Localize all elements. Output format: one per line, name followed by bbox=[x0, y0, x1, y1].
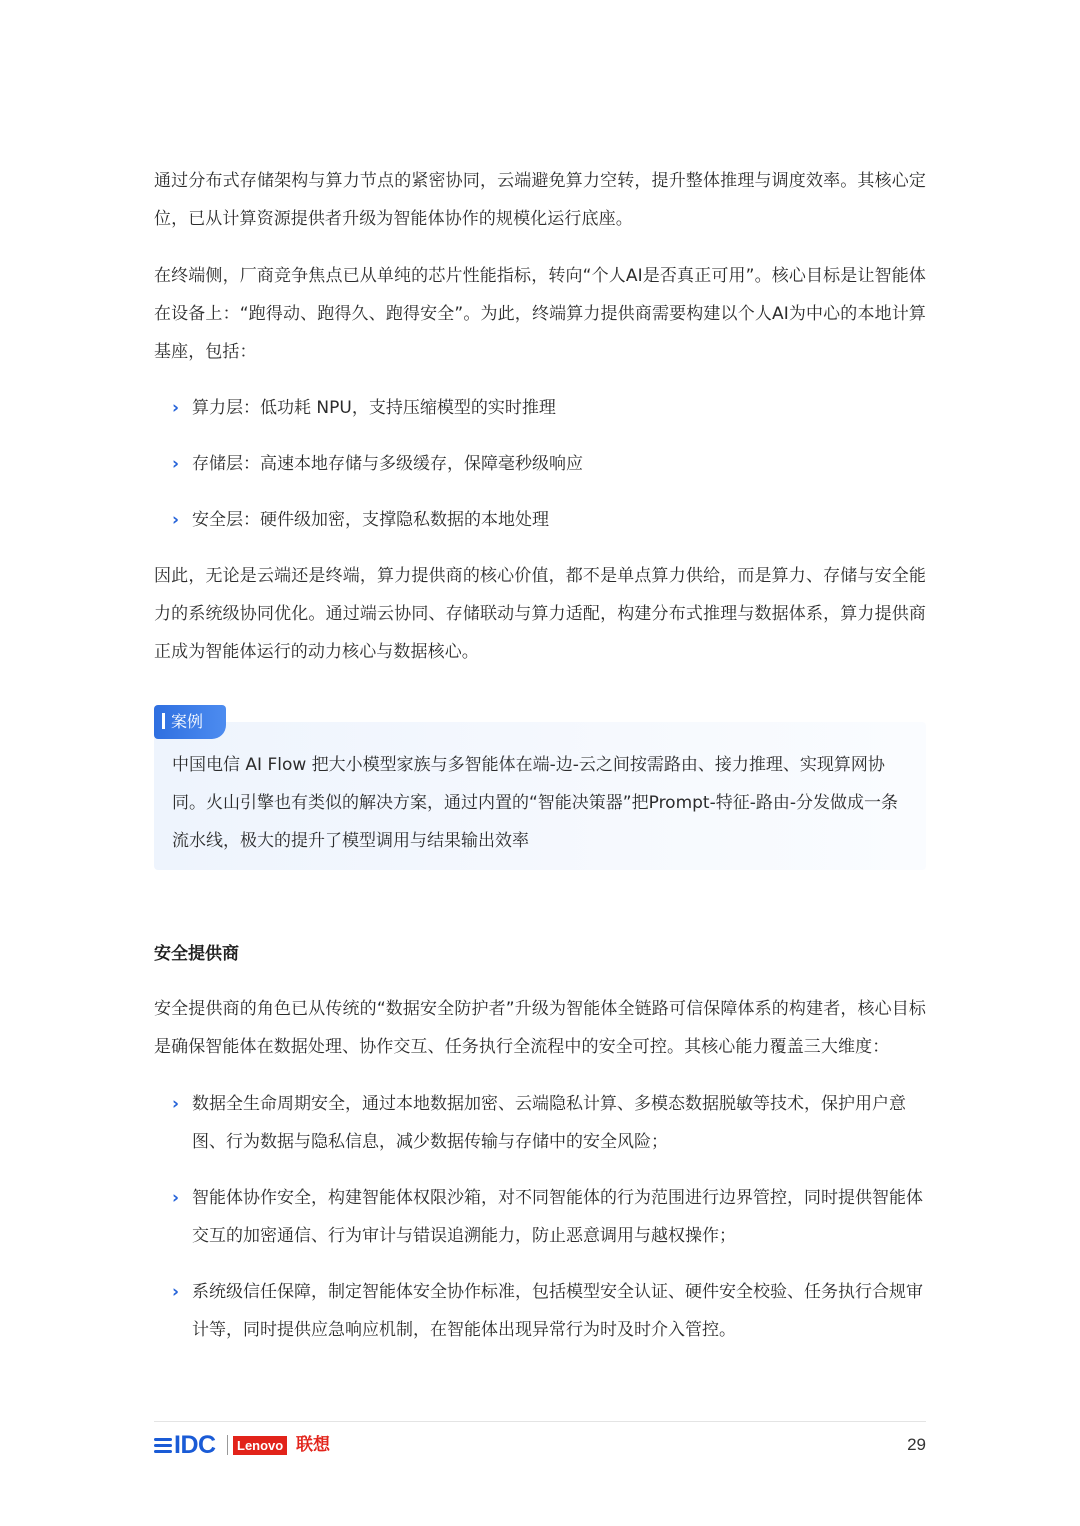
chevron-right-icon: › bbox=[172, 454, 180, 474]
paragraph-security-intro: 安全提供商的角色已从传统的“数据安全防护者”升级为智能体全链路可信保障体系的构建者，核心目标是确保智能体在数据处理、协作交互、任务执行全流程中的安全可控。其核心能力覆盖三大维度： bbox=[154, 999, 926, 1057]
paragraph-cloud-summary: 通过分布式存储架构与算力节点的紧密协同，云端避免算力空转，提升整体推理与调度效率。其核心定位，已从计算资源提供者升级为智能体协作的规模化运行底座。 bbox=[154, 171, 926, 229]
list-item bbox=[172, 1273, 926, 1349]
list-item bbox=[172, 389, 926, 427]
case-tag-label: 案例 bbox=[171, 712, 204, 731]
idc-logo bbox=[154, 1432, 216, 1458]
chevron-right-icon: › bbox=[172, 1094, 180, 1114]
paragraph-compute-conclusion: 因此，无论是云端还是终端，算力提供商的核心价值，都不是单点算力供给，而是算力、存储与安全能力的系统级协同优化。通过端云协同、存储联动与算力适配，构建分布式推理与数据体系，算力提供商正成为智能体运行的动力核心与数据核心。 bbox=[154, 566, 926, 662]
list-item-text: 智能体协作安全，构建智能体权限沙箱，对不同智能体的行为范围进行边界管控，同时提供智能体交互的加密通信、行为审计与错误追溯能力，防止恶意调用与越权操作； bbox=[192, 1188, 923, 1246]
case-text: 中国电信 AI Flow 把大小模型家族与多智能体在端-边-云之间按需路由、接力推理、实现算网协同。火山引擎也有类似的解决方案，通过内置的“智能决策器”把Prompt-特征-路由-分发做成一条流水线，极大的提升了模型调用与结果输出效率 bbox=[172, 755, 899, 851]
case-tag bbox=[154, 705, 226, 739]
section-heading: 安全提供商 bbox=[154, 944, 239, 964]
list-item-text: 安全层：硬件级加密，支撑隐私数据的本地处理 bbox=[192, 510, 549, 530]
list-item bbox=[172, 445, 926, 483]
chevron-right-icon: › bbox=[172, 510, 180, 530]
list-item bbox=[172, 1179, 926, 1255]
list-item-text: 存储层：高速本地存储与多级缓存，保障毫秒级响应 bbox=[192, 454, 583, 474]
chevron-right-icon: › bbox=[172, 1282, 180, 1302]
list-item-text: 数据全生命周期安全，通过本地数据加密、云端隐私计算、多模态数据脱敏等技术，保护用户意图、行为数据与隐私信息，减少数据传输与存储中的安全风险； bbox=[192, 1094, 906, 1152]
logo-divider bbox=[227, 1435, 228, 1455]
list-item bbox=[172, 1085, 926, 1161]
idc-lines-icon bbox=[154, 1435, 172, 1456]
footer-divider bbox=[154, 1421, 926, 1422]
list-item-text: 算力层：低功耗 NPU，支持压缩模型的实时推理 bbox=[192, 398, 556, 418]
chevron-right-icon: › bbox=[172, 1188, 180, 1208]
tag-bar-icon bbox=[162, 713, 165, 729]
list-item bbox=[172, 501, 926, 539]
idc-logo-text: IDC bbox=[174, 1430, 216, 1459]
page-number: 29 bbox=[907, 1435, 926, 1454]
paragraph-terminal-intro: 在终端侧，厂商竞争焦点已从单纯的芯片性能指标，转向“个人AI是否真正可用”。核心目标是让智能体在设备上：“跑得动、跑得久、跑得安全”。为此，终端算力提供商需要构建以个人AI为中心的本地计算基座，包括： bbox=[154, 266, 926, 362]
lenovo-cn-logo: 联想 bbox=[296, 1435, 330, 1455]
lenovo-logo: Lenovo bbox=[233, 1436, 287, 1455]
chevron-right-icon: › bbox=[172, 398, 180, 418]
list-item-text: 系统级信任保障，制定智能体安全协作标准，包括模型安全认证、硬件安全校验、任务执行合规审计等，同时提供应急响应机制，在智能体出现异常行为时及时介入管控。 bbox=[192, 1282, 923, 1340]
